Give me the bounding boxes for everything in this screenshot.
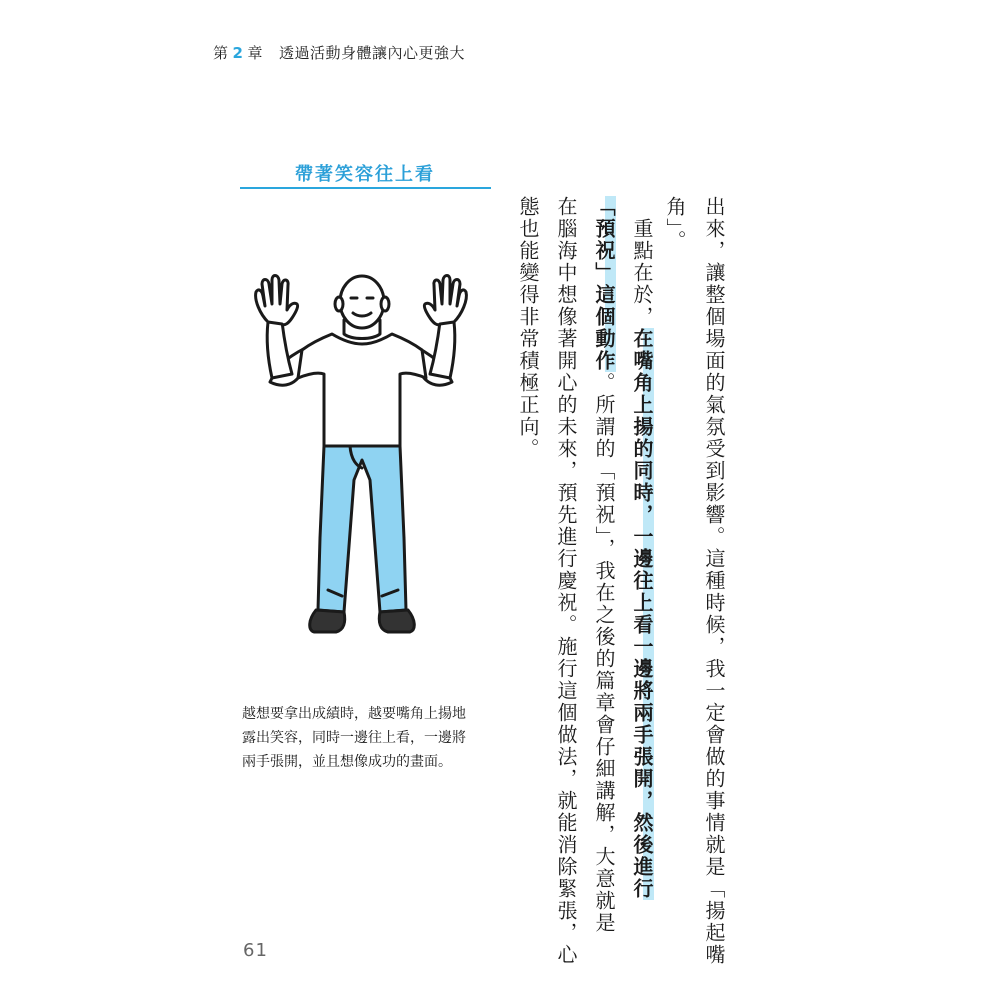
body-column-3 [624, 196, 660, 900]
section-title: 帶著笑容往上看 [295, 164, 435, 185]
chapter-number: 2 [232, 44, 244, 62]
highlighted-text: 在嘴角上揚的同時，一邊往上看一邊將兩手張開，然後進行 [630, 328, 654, 900]
body-column-2: 角」。 [663, 196, 687, 252]
chapter-prefix: 第 [213, 44, 229, 62]
body-column-1: 出來，讓整個場面的氣氛受到影響。這種時候，我一定會做的事情就是「揚起嘴 [702, 196, 726, 966]
chapter-title: 透過活動身體讓內心更強大 [278, 44, 465, 62]
page-number: 61 [243, 940, 268, 961]
body-column-5: 在腦海中想像著開心的未來，預先進行慶祝。施行這個做法，就能消除緊張，心 [554, 196, 578, 966]
body-column-4-text: 。所謂的「預祝」，我在之後的篇章會仔細講解，大意就是 [592, 372, 616, 934]
body-column-3-text: 重點在於， [630, 196, 654, 328]
body-column-4 [586, 196, 622, 934]
figure-caption: 越想要拿出成績時，越要嘴角上揚地露出笑容，同時一邊往上看，一邊將兩手張開，並且想像成功的畫面。 [242, 706, 466, 770]
body-column-6: 態也能變得非常積極正向。 [516, 196, 540, 460]
chapter-header [213, 42, 465, 63]
highlighted-text: 「預祝」這個動作 [592, 196, 616, 372]
chapter-suffix: 章 [247, 44, 263, 62]
section-divider [240, 187, 491, 189]
man-arms-raised-smiling-illustration [232, 270, 492, 650]
